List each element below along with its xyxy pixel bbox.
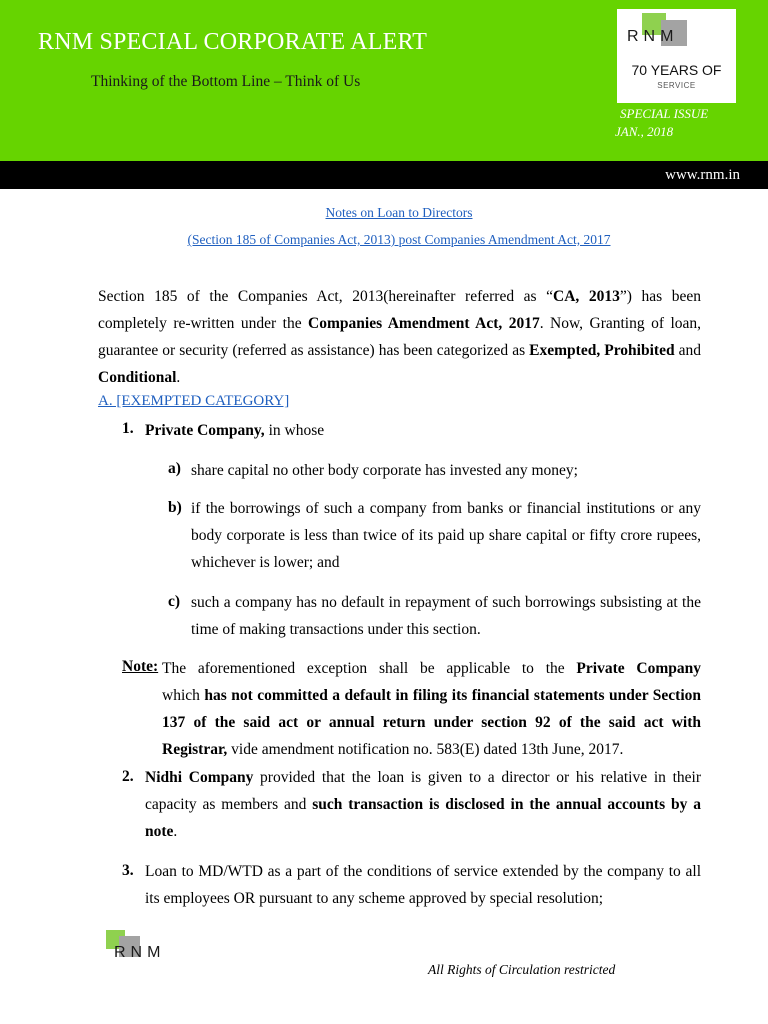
intro-paragraph-run: Section 185 of the Companies Act, 2013(hereinafter referred as “	[98, 288, 554, 305]
intro-paragraph-run: .	[176, 369, 181, 386]
item-1-number: 1.	[122, 420, 134, 437]
item-2-text-run: Nidhi Company	[145, 769, 254, 786]
note-label: Note:	[122, 658, 159, 675]
document-heading: Notes on Loan to Directors	[325, 205, 473, 220]
note-body-run: vide amendment notification no. 583(E) dated 13th June, 2017.	[227, 741, 624, 758]
item-2-text	[145, 764, 701, 845]
intro-paragraph-run: CA, 2013	[553, 288, 620, 305]
rnm-70-years-logo	[617, 9, 736, 103]
newsletter-tagline: Thinking of the Bottom Line – Think of Us	[91, 73, 361, 90]
issue-date: JAN., 2018	[615, 124, 674, 139]
newsletter-title: RNM SPECIAL CORPORATE ALERT	[38, 29, 428, 55]
intro-paragraph	[98, 283, 701, 391]
note-body-run: which	[162, 687, 205, 704]
logo-brand-text: RNM	[627, 28, 679, 45]
section-a-heading: A. [EXEMPTED CATEGORY]	[98, 393, 290, 409]
intro-paragraph-run: and	[674, 342, 702, 359]
header-band	[0, 0, 768, 161]
intro-paragraph-run: Conditional	[98, 369, 177, 386]
item-2-text-run: provided that the loan is given to a director or his relative in their capacity as members and	[145, 769, 701, 813]
item-3-text	[145, 858, 701, 912]
subitem-a-label: a)	[168, 460, 181, 477]
special-issue-label: SPECIAL ISSUE	[620, 106, 709, 121]
note-body-run: has not committed a default in filing its financial statements under Section 137 of the said act or annual return under section 92 of the said act with Registrar,	[162, 687, 701, 758]
item-2-text-run: such transaction is disclosed in the annual accounts by a note	[145, 796, 701, 840]
item-1-text	[145, 417, 705, 444]
subitem-b-text: if the borrowings of such a company from banks or financial institutions or any body corporate is less than twice of its paid up share capital or fifty crore rupees, whichever is lower; and	[191, 500, 701, 571]
logo-service-text: SERVICE	[657, 81, 696, 90]
note-first-line-run: The aforementioned exception shall be applicable to the	[162, 660, 577, 677]
subitem-b-label: b)	[168, 499, 182, 516]
logo-years-text: 70 YEARS OF	[631, 62, 722, 78]
item-2-number: 2.	[122, 768, 134, 785]
document-subheading: (Section 185 of Companies Act, 2013) post Companies Amendment Act, 2017	[187, 232, 611, 247]
subitem-c-text: such a company has no default in repayment of such borrowings subsisting at the time of making transactions under this section.	[191, 594, 701, 638]
item-2-text-run: .	[173, 823, 178, 840]
item-3-number: 3.	[122, 862, 134, 879]
intro-paragraph-run: Exempted, Prohibited	[529, 342, 675, 359]
website-bar	[0, 161, 768, 189]
item-1-text-run: in whose	[264, 422, 325, 439]
item-3-text-run: Loan to MD/WTD as a part of the conditions of service extended by the company to all its employees OR pursuant to any scheme approved by special resolution;	[145, 863, 701, 907]
footer-rnm-logo	[106, 926, 186, 966]
intro-paragraph-run: . Now, Granting of loan, guarantee or security (referred as assistance) has been categorized as	[98, 315, 702, 359]
footer-logo-text: RNM	[114, 944, 166, 961]
subitem-c-label: c)	[168, 593, 181, 610]
note-first-line	[162, 655, 701, 682]
footer-rights-notice: All Rights of Circulation restricted	[428, 962, 616, 977]
intro-paragraph-run: ”) has been completely re-written under the	[98, 288, 701, 332]
note-first-line-run: Private Company	[576, 660, 701, 677]
subitem-a-text: share capital no other body corporate has invested any money;	[191, 462, 578, 479]
intro-paragraph-run: Companies Amendment Act, 2017	[308, 315, 540, 332]
item-1-text-run: Private Company,	[145, 422, 265, 439]
note-body	[162, 682, 701, 763]
website-link[interactable]: www.rnm.in	[665, 167, 740, 183]
